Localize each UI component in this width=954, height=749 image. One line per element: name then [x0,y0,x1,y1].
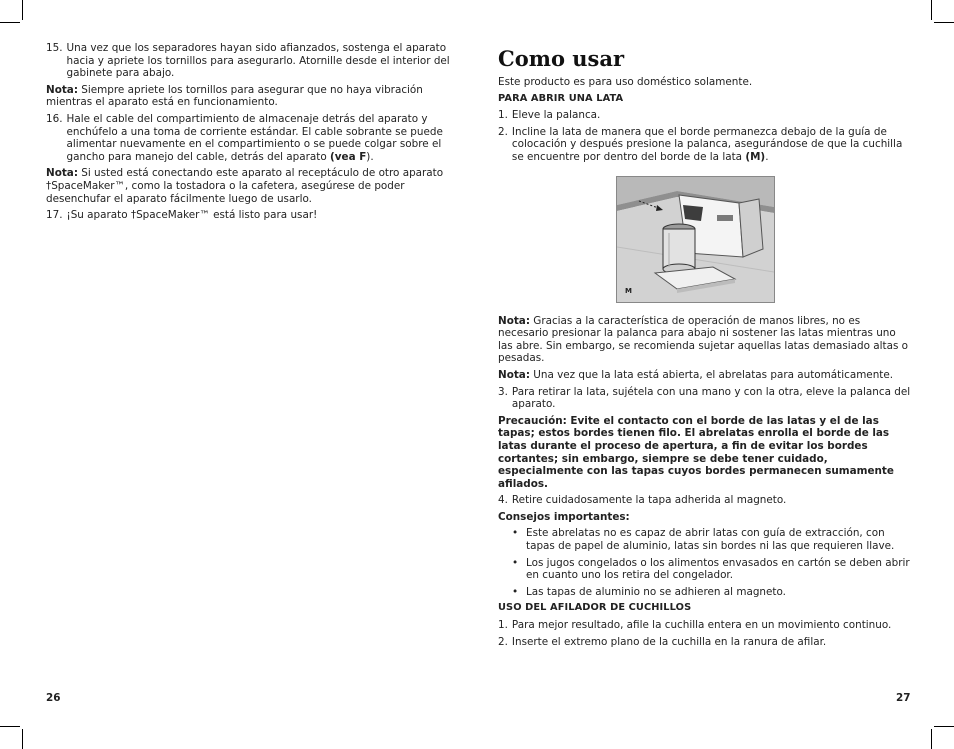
note-label: Nota: [498,368,530,381]
figure-label: M [625,286,632,295]
crop-mark-top-right-v [931,0,932,20]
step-number: 2. [498,125,508,138]
note-paragraph [498,369,912,382]
note-text: Siempre apriete los tornillos para asegurar que no haya vibración mientras el aparato está en funcionamiento. [46,83,423,109]
step-4 [498,494,912,507]
step-number: 17. [46,209,63,222]
bullet-icon: • [512,527,519,540]
step-text-end: ). [366,150,374,163]
note-paragraph [46,84,462,109]
section-heading-knife-sharpener: USO DEL AFILADOR DE CUCHILLOS [498,602,692,614]
step-text-wrapper [512,126,912,164]
crop-mark-top-right-h [934,22,954,23]
step-2 [498,126,912,164]
step-text: ¡Su aparato †SpaceMaker™ está listo para usar! [66,209,318,222]
note-text: Gracias a la característica de operación de manos libres, no es necesario presionar la palanca para abajo ni sostener las latas mientras uno las abre. Sin embargo, se recomienda sujetar aquellas latas demasiado altas o pesadas. [498,314,909,365]
left-page [46,42,462,226]
note-label: Nota: [46,83,78,96]
step-number: 1. [498,619,508,632]
note-paragraph [46,167,462,205]
crop-mark-top-left-h [0,22,20,23]
step-text: Retire cuidadosamente la tapa adherida al magneto. [511,494,787,507]
page-number-left: 26 [46,692,61,704]
tip-text: Las tapas de aluminio no se adhieren al magneto. [526,585,786,598]
tip-text: Los jugos congelados o los alimentos envasados en cartón se deben abrir en cuanto uno los retira del congelador. [526,556,910,582]
step-text: Para mejor resultado, afile la cuchilla entera en un movimiento continuo. [511,619,892,632]
note-label: Nota: [498,314,530,327]
step-number: 1. [498,109,508,122]
note-label: Nota: [46,167,78,180]
crop-mark-top-left-v [22,0,23,20]
sharpener-step-2 [498,636,912,649]
step-17 [46,209,462,222]
can-opener-drawing [617,177,774,302]
tip-text: Este abrelatas no es capaz de abrir latas con guía de extracción, con tapas de papel de aluminio, latas sin bordes ni las que requieren llave. [526,527,895,553]
tips-heading: Consejos importantes: [498,510,630,523]
caution-paragraph: Precaución: Evite el contacto con el borde de las latas y el de las tapas; estos bordes tienen filo. El abrelatas enrolla el borde de las latas durante el proceso de apertura, a fin de evitar los bordes cortantes; sin embargo, siempre se debe tener cuidado, especialmente con las tapas cuyos bordes permanecen sumamente afilados. [498,414,894,490]
step-text: Inserte el extremo plano de la cuchilla en la ranura de afilar. [511,635,827,648]
note-text: Una vez que la lata está abierta, el abrelatas para automáticamente. [529,368,894,381]
figure-reference: (vea F [330,150,367,163]
step-number: 3. [498,385,508,398]
step-text: Hale el cable del compartimiento de almacenaje detrás del aparato y enchúfelo a una toma de corriente estándar. El cable sobrante se puede alimentar nuevamente en el compartimiento o se puede colgar sobre el gancho para manejo del cable, detrás del aparato [66,112,443,163]
crop-mark-bottom-right-v [931,729,932,749]
crop-mark-bottom-right-h [934,726,954,727]
step-text: Para retirar la lata, sujétela con una mano y con la otra, eleve la palanca del aparato. [511,385,911,411]
step-3 [498,386,912,411]
crop-mark-bottom-left-h [0,726,20,727]
figure-reference: (M) [745,150,766,163]
step-16 [46,113,462,163]
step-text: Incline la lata de manera que el borde permanezca debajo de la guía de colocación y después presione la palanca, asegurándose de que la cuchilla se encuentre por dentro del borde de la lata [511,125,903,163]
right-page [498,46,912,652]
can-opener-illustration [616,176,775,303]
step-number: 4. [498,494,508,507]
crop-mark-bottom-left-v [22,729,23,749]
list-item [512,527,912,552]
step-text: Eleve la palanca. [511,109,601,122]
list-item [512,557,912,582]
step-number: 2. [498,635,508,648]
step-1 [498,109,912,122]
page-number-right: 27 [896,692,911,704]
list-item [512,586,912,599]
step-text: Una vez que los separadores hayan sido afianzados, sostenga el aparato hacia y apriete los tornillos para asegurarlo. Atornille desde el interior del gabinete para abajo. [66,42,450,80]
step-number: 16. [46,112,63,125]
intro-text: Este producto es para uso doméstico solamente. [498,76,753,88]
step-number: 15. [46,42,63,54]
page-title: Como usar [498,46,625,71]
bullet-icon: • [512,556,519,569]
step-text-end: . [765,150,769,163]
step-text-wrapper [67,113,462,163]
sharpener-step-1 [498,619,912,632]
note-text: Si usted está conectando este aparato al receptáculo de otro aparato †SpaceMaker™, como la tostadora o la cafetera, asegúrese de poder desenchufar el aparato fácilmente luego de usarlo. [46,167,444,205]
bullet-icon: • [512,585,519,598]
note-paragraph [498,315,912,365]
section-heading-open-can: PARA ABRIR UNA LATA [498,92,624,104]
step-15 [46,42,462,80]
